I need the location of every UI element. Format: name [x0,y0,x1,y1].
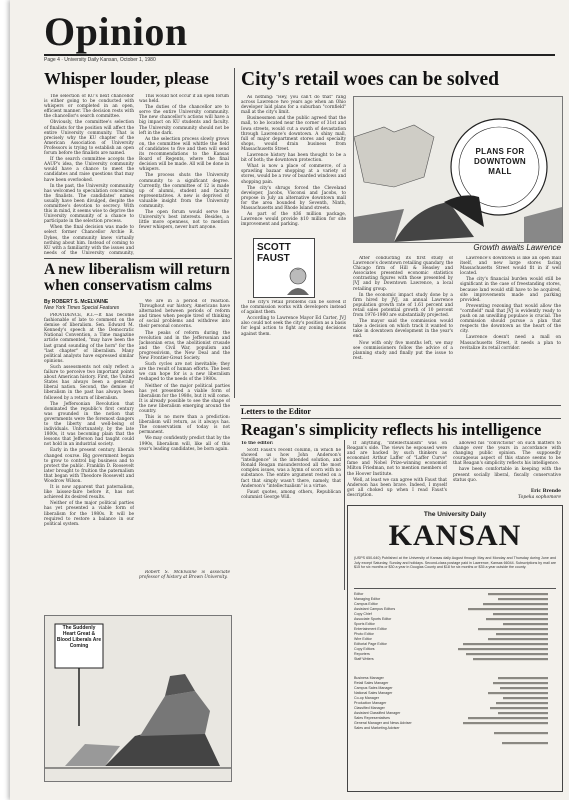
staff-title: Wire Editor [354,637,372,641]
masthead-staff-left [354,592,454,662]
column-divider [234,68,235,398]
paragraph: According to Lawrence Mayor Ed Carter, JVJ also could not seek the city's position as a basis for legal action to fight any zoning decisions against them. [241,316,346,337]
paragraph: It is now apparent that paternalism, like laissez-faire before it, has not achieved its desired results. [44,485,134,501]
section-title: Opinion [44,9,188,54]
paragraph: This would not occur if an open forum was held. [139,94,229,105]
paragraph: If anything, "intellectualism" was on Reagan's side. The views he espoused were and are backed by such thinkers as economist Arthur Laffer of "Laffer Curve" fame and Nobel Prize-winning economist Milton Friedman, not to mention members of the Hoover Institute. [347,441,447,477]
mall-cartoon-drawing [354,97,562,242]
paragraph: The open forum would serve the University's best interests. Besides, a little more openness, not to mention fewer whispers, never hurt anyone. [139,210,229,231]
staff-title: Copy Editors [354,647,375,651]
staff-title: General Manager and News Adviser [354,721,412,725]
mall-sign-line: PLANS FOR [475,147,525,156]
banner-rule [44,54,555,56]
paragraph: Well, at least we can agree with Faust that Anderson has been brave. Indeed, I myself got all choked up when I read Faust's description. [347,477,447,498]
letter-signature: Eric Brende [530,489,561,494]
paragraph: What is now a place of commerce, of a sprawling bazaar shopping at a variety of stores, would be a row of boarded windows and shopping pain. [241,164,346,185]
paragraph: Now with only five months left, we may see commissioners follow the advice of a planning study and finally put the issue to rest. [353,340,453,361]
paragraph: The city's shrugs forced the Cleveland developer, Jacobs, Visconsi and Jacobs, to propose in July an alternative downtown mall for the area bounded by Seventh, Ninth, Massachusetts and Rhode Island streets. [241,185,346,211]
paragraph: After conducting its first study of Lawrence's downtown retailing quandary, the Chicago firm of Hill & Heasley and Associates presented economic statistics contrasting figures with those presented by JVJ and by Downtown Lawrence, a local retailing group. [353,256,453,292]
letters-rule [241,418,561,419]
liberalism-headline: A new liberalism will return when conservatism calms [44,261,230,295]
letters-salutation: To the editor: [241,441,274,446]
staff-title: Classified Manager [354,706,385,710]
staff-title: Managing Editor [354,597,381,601]
columnist-last-name: FAUST [257,253,290,264]
masthead-rule [354,588,556,589]
staff-title: Assistant Campus Editors [354,607,396,611]
section-divider [240,405,561,406]
page-folio: Page 4 · University Daily Kansan, October 1, 1980 [44,57,156,63]
retail-body-col2a [241,300,346,400]
letters-kicker: Letters to the Editor [241,407,311,416]
liberalism-body-col2 [139,299,230,567]
masthead-pretitle: The University Daily [423,511,487,518]
staff-title: Staff Writers [354,657,374,661]
paragraph: We may confidently predict that by the 1990s, liberalism will, like all of this year's leading candidates, be born again. [139,436,230,452]
paragraph: Obviously, the committee's selection of finalists for the position will affect the entire University community. That is precisely why the KU chapter of the American Association of University Professors is trying to establish an open forum before the finalists are named. [44,120,134,157]
section-divider [44,258,232,259]
retail-body-col4 [460,256,561,398]
paragraph: As nothing: "Hey, you can't do that" rang across Lawrence two years ago when an Ohio developer laid plans for a suburban "cornfield" mall at the city's limit. [241,95,346,116]
mall-cartoon-caption: Growth awaits Lawrence [473,243,561,252]
paragraph: This is no more than a prediction: liberalism will return, as it always has. The conservatism of today is not permanent. [139,415,230,436]
paragraph: Such cycles are not inevitable; they are the result of human efforts. The best we can hope for is a new liberalism reshaped to the needs of the 1980s. [139,362,230,383]
cartoon-sign-text: The Suddenly Heart Great & Blood Liberals Are Coming [56,625,102,649]
paragraph: Lawrence's downtown is like an open mall itself, and new large stores facing Massachusetts Street would fit in if well located. [460,256,561,277]
paragraph: allowed his "convictions" on such matters to change over the years in accordance with changing public opinion. The supposedly courageous aspect of this stance seems to be that Reagan's simplicity reflects his intelligence. [453,441,561,467]
staff-title: Editor [354,592,364,596]
author-note: Robert S. McElvaine is associate professor of history at Brown University. [139,570,230,581]
paragraph: have been comfortable in keeping with the present socially liberal, fiscally conservative status quo. [453,467,561,483]
paragraph: The peaks of reform during the revolution and in the Jeffersonian and Jacksonian eras, the abolitionist crusade and the Civil War, populism and progressivism, the New Deal and the New Frontier-Great Society. [139,330,230,362]
masthead-fine-print: (USPS 650-640) Published at the University of Kansas daily August through May and Monday and Thursday during June and July except Saturday, Sunday and holidays. Second-class postage paid in Lawrence, Kansas 66044. Subscriptions by mail are $15 for six months or $30 a year in Douglas County and $18 for six months or $35 a year outside the county. [354,556,556,570]
paragraph: Faust quotes, among others, Republican columnist George Will. [241,489,341,500]
paragraph: Lawrence doesn't need a mall on Massachusetts Street, it needs a plan to revitalize its retail corridor. [460,335,561,351]
retail-headline: City's retail woes can be solved [241,69,499,90]
staff-title: Editorial Page Editor [354,642,387,646]
staff-title: National Sales Manager [354,691,393,695]
paragraph: Preventing rezoning that would allow the "cornfield" mall that JVJ is evidently ready to push on an unwilling populace is crucial. The commission should pursue a plan that respects the downtown as the heart of the city. [460,303,561,335]
liberalism-body-col1 [44,313,134,610]
staff-title: Reporters [354,652,370,656]
paragraph: If the search committee accepts the AAUP's idea, the University community would have a chance to meet the candidates and raise questions that may have been overlooked. [44,157,134,183]
paragraph: In the economic impact study done by a firm hired by JVJ, an annual Lawrence population growth rate of 1.61 percent and retail sales potential growth of 10 percent from 1976-1980 are substantially projected. [353,292,453,319]
paragraph: When the final decision was made to select former Chancellor Archie R. Dykes, the community knew virtually nothing about him. Instead of coming to KU with a familiarity with the issues and needs of the University community, [44,225,134,256]
staff-title: Photo Editor [354,632,374,636]
letters-headline: Reagan's simplicity reflects his intelligence [241,420,542,439]
whisper-body-col2 [139,94,229,256]
staff-title: Sports Editor [354,622,375,626]
paragraph: Neither of the major political parties has yet presented a viable form of liberalism for the 1980s. It will be required to restore a balance in our political system. [44,501,134,527]
paragraph: As part of the $36 million package, Lawrence would provide $10 million for site improvement and parking. [241,212,346,228]
paragraph: Scott Faust's recent column, in which he showed us how John Anderson's "intelligence" is the intended solution, and Ronald Reagan misunderstood all the most complex issues, was a hymn of scorn with no substance. The entire argument rested on a fact that simply wasn't there, namely, that Anderson's "intellectualism" is a virtue. [241,448,341,489]
staff-title: Copy Chief [354,612,372,616]
staff-title: Associate Sports Editor [354,617,392,621]
whisper-headline: Whisper louder, please [44,69,209,88]
staff-title: Retail Sales Manager [354,681,389,685]
staff-title: Entertainment Editor [354,627,387,631]
mall-sign-line: MALL [488,167,512,176]
masthead-title: KANSAN [388,519,522,552]
retail-body-col3 [353,256,453,398]
retail-body-col1 [241,95,346,235]
paragraph: The mayor said the commission would take a decision on which track it wanted to take in downtown development in the year's end. [353,319,453,340]
masthead-staff-right [354,676,454,731]
staff-title: Campus Editor [354,602,378,606]
staff-title: Campus Sales Manager [354,686,393,690]
paragraph: The city's retail problems can be solved if the commission works with developers instead of against them. [241,300,346,316]
staff-title: Assistant Classified Manager [354,711,401,715]
letters-body-col3 [453,441,561,496]
paragraph: The Jeffersonian Revolution that dominated the republic's first century was grounded in the notion that governments were the foremost dangers to the liberty and well-being of individuals. Unfortunately, by the late 1800s, it was becoming plain that the lessons that Jefferson had taught could not hold in an industrial society. [44,401,134,448]
paragraph: The process shuts the University community to a significant degree. Currently, the committee of 12 is made up of alumni, student and faculty representatives. A new is deprived of valuable insight from the University community. [139,173,229,209]
paragraph: Businessmen and the public agreed that the mall, to be located near the corner of 31st and Iowa streets, would cut a swath of devastation through Lawrence's downtown. A shiny mall, full of major department stores and specialty shops, would drain business from Massachusetts Street. [241,116,346,152]
columnist-portrait [284,265,312,295]
columnist-first-name: SCOTT [257,242,291,253]
paragraph: Lawrence history has been thought to be a bit of both; the downtown protection. [241,153,346,164]
liberalism-byline: By ROBERT S. McELVAINE [44,299,109,305]
liberalism-signature [139,570,230,592]
paragraph: We are in a period of reaction. Throughout our history, Americans have alternated between periods of reform and times when people tired of thinking of social problems and withdrew into their personal concerns. [139,299,230,330]
paragraph: Neither of the major political parties has yet presented a viable form of liberalism for the 1980s, but it will come. It is already possible to see the shape of the new liberalism emerging around the country. [139,383,230,414]
staff-title: Business Manager [354,676,384,680]
paragraph: Such assessments not only reflect a failure to perceive two important points about American history. First, the United States has always been a generally liberal nation. Second, the demise of liberalism in the past has always been followed by a return of liberalism. [44,364,134,401]
paragraph: The selection of KU's next chancellor is either going to be conducted with whispers or completed in an open, efficient manner. The decision rests with the chancellor's search committee. [44,94,134,120]
liberal-cartoon-drawing [45,616,231,781]
whisper-body-col1 [44,94,134,256]
paragraph: The duties of the chancellor are to serve the entire University community. The new chancellor's actions will have a big impact on KU students and faculty. The University community should not be left in the dark. [139,105,229,136]
staff-title: Sales and Marketing Adviser [354,726,400,730]
letter-signature-detail: Topeka sophomore [517,495,561,500]
paragraph: PROVIDENCE, R.I.—It has become fashionable of late to comment on the demise of liberalism. Sen. Edward M. Kennedy's speech at the Democratic National Convention, a Time magazine article commented, "may have been the last grand sounding of the horn" for the "last chapter" of liberalism. Many political analysts have expressed similar opinions. [44,313,134,364]
letters-body-col1 [241,448,341,588]
column-divider [344,440,345,590]
paragraph: As the selection process slowly grows on, the committee will whittle the field of candidates to five and then will send its recommendations to the Kansas Board of Regents, where the final decision will be made. All will be done in whispers. [139,136,229,173]
mall-cartoon [353,96,563,243]
columnist-box [253,238,315,298]
masthead [347,505,563,792]
liberalism-dateline: New York Times Special Features [44,305,120,311]
paragraph: The city's financial burden would still be significant in the case of freestanding stores, because land would still have to be acquired, site improvements made and parking provided. [460,277,561,303]
mall-sign-line: DOWNTOWN [473,157,527,166]
staff-title: Co-op Manager [354,696,379,700]
paragraph: Early in the present century, liberals changed course. Big government began to grow to control big business and to protect the public. Franklin D. Roosevelt later brought to fruition the paternalism that began with Theodore Roosevelt and Woodrow Wilson. [44,448,134,484]
liberal-cartoon [44,615,232,782]
newspaper-page [10,0,569,800]
staff-title: Production Manager [354,701,387,705]
paragraph: In the past, the University community has welcomed to speculation concerning the finalists. The candidates' names usually have been divulged, despite the committee's devotion to secrecy. With this in mind, it seems wise to deprive the University community of a chance to participate in the selection process. [44,183,134,225]
masthead-staff-names [458,592,556,782]
staff-title: Sales Representatives [354,716,390,720]
